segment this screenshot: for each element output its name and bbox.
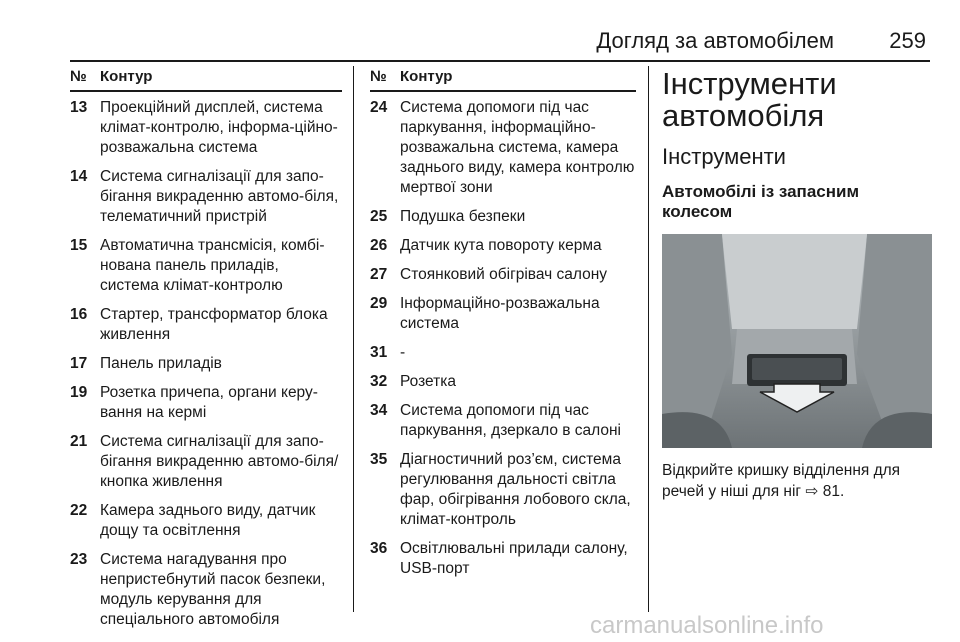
subsection-title: Інструменти [662, 144, 786, 169]
circuit-description: Подушка безпеки [400, 208, 526, 225]
fuse-number: 15 [70, 237, 88, 254]
circuit-description: Система сигналізації для запо-бігання викраденню автомо-біля, телематичний пристрій [100, 168, 339, 225]
page-reference: 81. [822, 483, 845, 500]
fuse-number: 21 [70, 433, 88, 450]
circuit-description: Розетка [400, 373, 456, 390]
circuit-description: Стоянковий обігрівач салону [400, 266, 608, 283]
table-row [370, 539, 636, 579]
header-rule [70, 60, 930, 62]
fuse-number: 16 [70, 306, 88, 323]
table-row [370, 236, 636, 256]
table-row [370, 450, 636, 530]
section-title: Інструменти автомобіля [662, 66, 837, 133]
header-num: № [70, 68, 87, 85]
fuse-number: 36 [370, 540, 388, 557]
table-row [370, 98, 636, 198]
table-row [370, 372, 636, 392]
table-row [70, 432, 342, 492]
circuit-description: Проекційний дисплей, система клімат-контролю, інформа-ційно-розважальна система [100, 99, 338, 156]
header-num: № [370, 68, 387, 85]
running-title: Догляд за автомобілем [596, 28, 834, 53]
table-row [70, 305, 342, 345]
fuse-number: 29 [370, 295, 388, 312]
fuse-number: 24 [370, 99, 388, 116]
fuse-number: 27 [370, 266, 388, 283]
fuse-number: 19 [70, 384, 88, 401]
page-reference-icon: ⇨ [805, 483, 819, 500]
footwell-storage-illustration [662, 234, 932, 448]
table-row [70, 383, 342, 423]
circuit-description: Система нагадування про непристебнутий пасок безпеки, модуль керування для спеціального автомобіля [100, 551, 326, 628]
table-row [370, 401, 636, 441]
header-label: Контур [100, 68, 153, 85]
watermark: carmanualsonline.info [590, 612, 824, 639]
fuse-number: 22 [70, 502, 88, 519]
circuit-description: - [400, 344, 406, 361]
table-row [370, 294, 636, 334]
header-label: Контур [400, 68, 453, 85]
column-divider [353, 66, 354, 612]
circuit-description: Система допомоги під час паркування, інформаційно-розважальна система, камера заднього виду, камера контролю мертвої зони [400, 99, 635, 196]
fuse-number: 25 [370, 208, 388, 225]
fuse-number: 26 [370, 237, 388, 254]
table-row [370, 207, 636, 227]
circuit-description: Автоматична трансмісія, комбі-нована панель приладів, система клімат-контролю [100, 237, 325, 294]
circuit-description: Освітлювальні прилади салону, USB-порт [400, 540, 628, 577]
fuse-number: 23 [70, 551, 88, 568]
table-row [70, 550, 342, 630]
table-header [370, 68, 636, 92]
fuse-table-left [70, 68, 342, 639]
circuit-description: Інформаційно-розважальна система [400, 295, 600, 332]
fuse-table-right [370, 68, 636, 588]
caption-text: Відкрийте кришку відділення для речей у ніші для ніг [662, 462, 901, 500]
photo-caption [662, 460, 932, 502]
page-number: 259 [889, 28, 926, 53]
table-row [370, 265, 636, 285]
fuse-number: 13 [70, 99, 88, 116]
table-row [70, 236, 342, 296]
table-row [70, 167, 342, 227]
fuse-number: 32 [370, 373, 388, 390]
circuit-description: Система сигналізації для запо-бігання викраденню автомо-біля/кнопка живлення [100, 433, 339, 490]
table-row [70, 501, 342, 541]
circuit-description: Камера заднього виду, датчик дощу та освітлення [100, 502, 316, 539]
circuit-description: Система допомоги під час паркування, дзеркало в салоні [400, 402, 622, 439]
fuse-number: 14 [70, 168, 88, 185]
table-row [370, 343, 636, 363]
circuit-description: Розетка причепа, органи керу-вання на кермі [100, 384, 318, 421]
table-row [70, 98, 342, 158]
fuse-number: 17 [70, 355, 88, 372]
column-divider [648, 66, 649, 612]
fuse-number: 31 [370, 344, 388, 361]
table-row [70, 354, 342, 374]
circuit-description: Діагностичний роз’єм, система регулювання дальності світла фар, обігрівання лобового скла, клімат-контроль [400, 451, 631, 528]
circuit-description: Стартер, трансформатор блока живлення [100, 306, 328, 343]
circuit-description: Панель приладів [100, 355, 222, 372]
fuse-number: 35 [370, 451, 388, 468]
sub-subsection-title: Автомобілі із запасним колесом [662, 182, 860, 221]
footwell-storage-photo [662, 234, 932, 448]
tools-section [662, 68, 932, 502]
fuse-number: 34 [370, 402, 388, 419]
page-header [0, 24, 960, 54]
circuit-description: Датчик кута повороту керма [400, 237, 602, 254]
table-header [70, 68, 342, 92]
